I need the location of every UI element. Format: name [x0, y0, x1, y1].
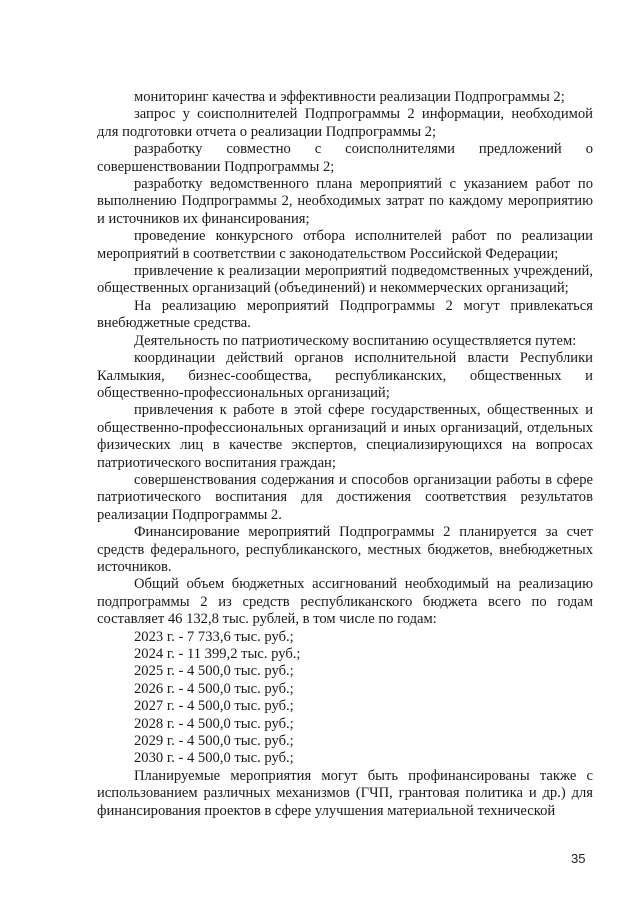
- page-number: 35: [571, 851, 586, 866]
- paragraph-budget-total: Общий объем бюджетных ассигнований необходимый на реализацию подпрограммы 2 из средств республиканского бюджета всего по годам составляет 46 132,8 тыс. рублей, в том числе по годам:: [97, 576, 593, 628]
- funding-year-item: 2025 г. - 4 500,0 тыс. руб.;: [134, 663, 294, 680]
- paragraph-organizations: привлечения к работе в этой сфере государственных, общественных и общественно-профессиональных организаций и иных организаций, отдельных физических лиц в качестве экспертов, специализирующихся на вопросах патриотического воспитания граждан;: [97, 402, 593, 471]
- funding-year-item: 2030 г. - 4 500,0 тыс. руб.;: [134, 750, 294, 767]
- paragraph-financing: Финансирование мероприятий Подпрограммы 2 планируется за счет средств федерального, республиканского, местных бюджетов, внебюджетных источников.: [97, 524, 593, 575]
- paragraph-planned-activities: Планируемые мероприятия могут быть профинансированы также с использованием различных механизмов (ГЧП, грантовая политика и др.) для финансирования проектов в сфере улучшения материальной технической: [97, 767, 593, 819]
- document-body: [97, 89, 593, 820]
- paragraph-improvement-proposals: разработку совместно с соисполнителями предложений о совершенствовании Подпрограммы 2;: [97, 141, 593, 175]
- paragraph-monitoring: мониторинг качества и эффективности реализации Подпрограммы 2;: [134, 89, 565, 105]
- paragraph-involvement: привлечение к реализации мероприятий подведомственных учреждений, общественных организаций (объединений) и некоммерческих организаций;: [97, 263, 593, 297]
- funding-year-item: 2028 г. - 4 500,0 тыс. руб.;: [134, 715, 294, 732]
- funding-year-item: 2029 г. - 4 500,0 тыс. руб.;: [134, 733, 294, 750]
- paragraph-departmental-plan: разработку ведомственного плана мероприятий с указанием работ по выполнению Подпрограммы 2, необходимых затрат по каждому мероприятию и источников их финансирования;: [97, 176, 593, 227]
- funding-year-item: 2024 г. - 11 399,2 тыс. руб.;: [134, 646, 301, 662]
- funding-year-item: 2023 г. - 7 733,6 тыс. руб.;: [134, 628, 294, 645]
- paragraph-competitive-selection: проведение конкурсного отбора исполнителей работ по реализации мероприятий в соответствии с законодательством Российской Федерации;: [97, 228, 593, 262]
- paragraph-work-improvement: совершенствования содержания и способов организации работы в сфере патриотического воспитания для достижения соответствия результатов реализации Подпрограммы 2.: [97, 471, 593, 523]
- paragraph-information-request: запрос у соисполнителей Подпрограммы 2 информации, необходимой для подготовки отчета о реализации Подпрограммы 2;: [97, 106, 593, 140]
- paragraph-coordination: координации действий органов исполнительной власти Республики Калмыкия, бизнес-сообщества, республиканских, общественных и общественно-профессиональных организаций;: [97, 350, 593, 401]
- paragraph-extrabudgetary: На реализацию мероприятий Подпрограммы 2 могут привлекаться внебюджетные средства.: [97, 297, 593, 332]
- paragraph-patriotic-activity: Деятельность по патриотическому воспитанию осуществляется путем:: [134, 332, 577, 349]
- funding-by-year-list: [97, 629, 593, 768]
- funding-year-item: 2026 г. - 4 500,0 тыс. руб.;: [134, 680, 294, 697]
- funding-year-item: 2027 г. - 4 500,0 тыс. руб.;: [134, 698, 294, 715]
